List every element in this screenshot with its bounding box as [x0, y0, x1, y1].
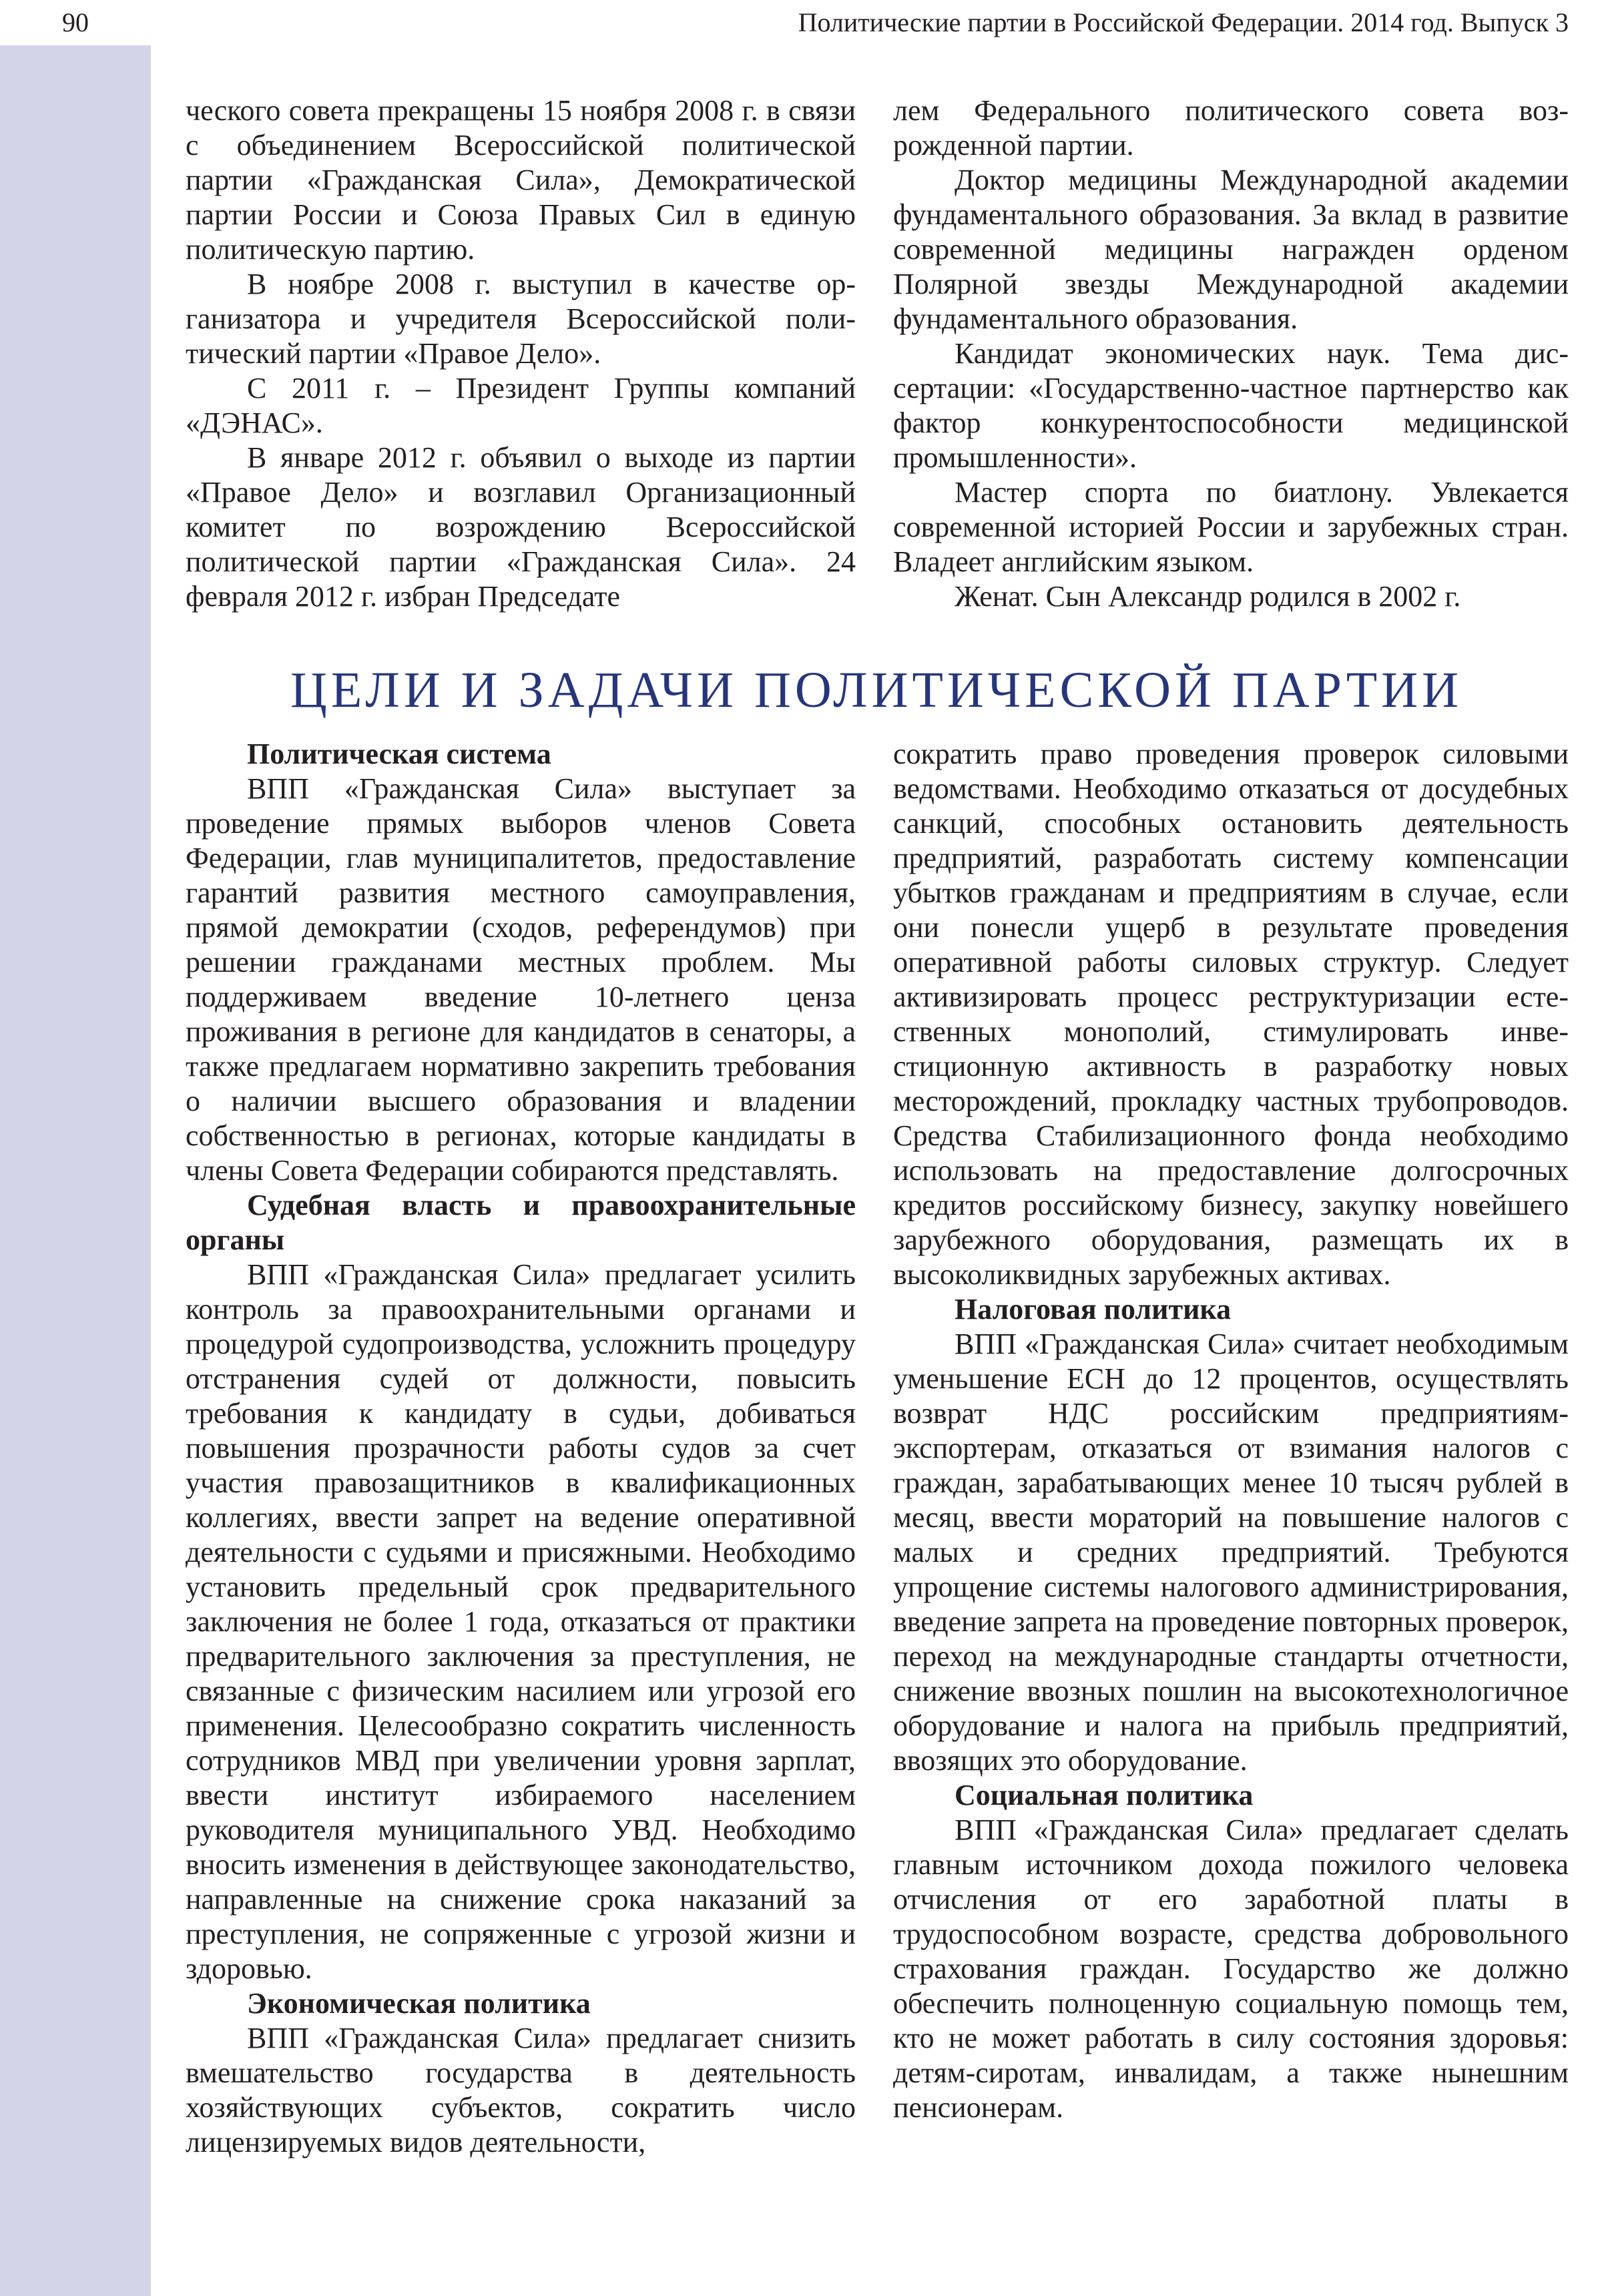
judicial-heading: Судебная власть и правоохранительные органы	[186, 1189, 856, 1256]
biography-paragraph: В январе 2012 г. объявил о выходе из партии «Правое Дело» и возглавил Организационный комитет по возрождению Всероссийской политической партии «Гражданская Сила». 24 февраля 2012 г. избран Председате	[186, 441, 856, 613]
biography-paragraph: В ноябре 2008 г. выступил в качестве организатора и учредителя Всероссийской политический партии «Правое Дело».	[186, 268, 856, 370]
biography-paragraph: лем Федерального политического совета возрожденной партии.	[893, 94, 1569, 162]
judicial-text: ВПП «Гражданская Сила» предлагает усилить контроль за правоохранительными органами и процедурой судопроизводства, усложнить процедуру отстранения судей от должности, повысить требования к кандидату в судьи, добиваться повышения прозрачности работы судов за счет участия правозащитников в квалификационных коллегиях, ввести запрет на ведение оперативной деятельности с судьями и присяжными. Необходимо установить предельный срок предварительного заключения не более 1 года, отказаться от практики предварительного заключения за преступления, не связанные с физическим насилием или угрозой его применения. Целесообразно сократить численность сотрудников МВД при увеличении уровня зарплат, ввести институт избираемого населением руководителя муниципального УВД. Необходимо вносить изменения в действующее законодательство, направленные на снижение срока наказаний за преступления, не сопряженные с угрозой жизни и здоровью.	[186, 1258, 856, 1985]
biography-paragraph: Мастер спорта по биатлону. Увлекается современной историей России и зарубежных стран. Владеет английским языком.	[893, 476, 1569, 578]
economic-text: ВПП «Гражданская Сила» предлагает снизить вмешательство государства в деятельность хозяйствующих субъектов, сократить число лицензируемых видов деятельности,	[186, 2022, 856, 2159]
biography-paragraph: Женат. Сын Александр родился в 2002 г.	[955, 580, 1461, 613]
biography-paragraph: ческого совета прекращены 15 ноября 2008 г. в связи с объединением Всероссийской политической партии «Гражданская Сила», Демократической партии России и Союза Правых Сил в единую политическую партию.	[186, 94, 856, 266]
political-system-text: ВПП «Гражданская Сила» выступает за проведение прямых выборов членов Совета Федерации, глав муниципалитетов, предоставление гарантий развития местного самоуправления, прямой демократии (сходов, референдумов) при решении гражданами местных проблем. Мы поддерживаем введение 10-летнего ценза проживания в регионе для кандидатов в сенаторы, а также предлагаем нормативно закрепить требования о наличии высшего образования и владении собственностью в регионах, которые кандидаты в члены Совета Федерации собираются представлять.	[186, 772, 856, 1187]
economic-heading: Экономическая политика	[247, 1987, 591, 2020]
economic-text-continued: сократить право проведения проверок силовыми ведомствами. Необходимо отказаться от досудебных санкций, способных остановить деятельность предприятий, разработать систему компенсации убытков гражданам и предприятиям в случае, если они понесли ущерб в результате проведения оперативной работы силовых структур. Следует активизировать процесс реструктуризации естественных монополий, стимулировать инвестиционную активность в разработку новых месторождений, прокладку частных трубопроводов. Средства Стабилизационного фонда необходимо использовать на предоставление долгосрочных кредитов российскому бизнесу, закупку новейшего зарубежного оборудования, размещать их в высоколиквидных зарубежных активах.	[893, 738, 1569, 1291]
section-title: ЦЕЛИ И ЗАДАЧИ ПОЛИТИЧЕСКОЙ ПАРТИИ	[290, 662, 1462, 718]
page-number: 90	[0, 0, 151, 45]
social-text: ВПП «Гражданская Сила» предлагает сделать главным источником дохода пожилого человека отчисления от его заработной платы в трудоспособном возрасте, средства добровольного страхования граждан. Государство же должно обеспечить полноценную социальную помощь тем, кто не может работать в силу состояния здоровья: детям-сиротам, инвалидам, а также нынешним пенсионерам.	[893, 1813, 1569, 2124]
political-system-heading: Политическая система	[247, 738, 551, 770]
biography-paragraph: С 2011 г. – Президент Группы компаний «ДЭНАС».	[186, 372, 856, 439]
running-header: Политические партии в Российской Федерации. 2014 год. Выпуск 3	[798, 7, 1569, 37]
biography-left-column	[186, 93, 856, 614]
goals-right-column	[893, 737, 1569, 2125]
page-margin-band	[0, 0, 151, 2296]
tax-heading: Налоговая политика	[955, 1293, 1232, 1326]
goals-left-column	[186, 737, 856, 2160]
social-heading: Социальная политика	[955, 1779, 1254, 1811]
biography-paragraph: Доктор медицины Международной академии фундаментального образования. За вклад в развитие современной медицины награжден орденом Полярной звезды Международной академии фундаментального образования.	[893, 164, 1569, 335]
biography-paragraph: Кандидат экономических наук. Тема диссертации: «Государственно-частное партнерство как фактор конкурентоспособности медицинской промышленности».	[893, 337, 1569, 474]
tax-text: ВПП «Гражданская Сила» считает необходимым уменьшение ЕСН до 12 процентов, осуществлять возврат НДС российским предприятиям-экспортерам, отказаться от взимания налогов с граждан, зарабатывающих менее 10 тысяч рублей в месяц, ввести мораторий на повышение налогов с малых и средних предприятий. Требуются упрощение системы налогового администрирования, введение запрета на проведение повторных проверок, переход на международные стандарты отчетности, снижение ввозных пошлин на высокотехнологичное оборудование и налога на прибыль предприятий, ввозящих это оборудование.	[893, 1328, 1569, 1777]
biography-right-column	[893, 93, 1569, 614]
